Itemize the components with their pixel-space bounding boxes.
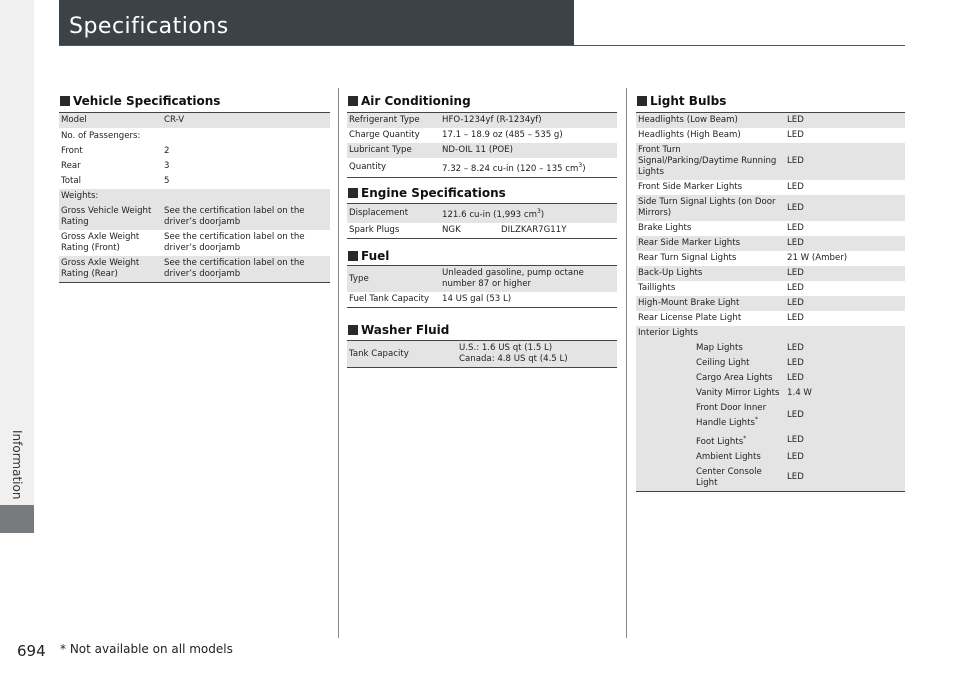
table-row: Taillights LED (638, 283, 804, 293)
table-row: Tank Capacity U.S.: 1.6 US qt (1.5 L) Canada: 4.8 US qt (4.5 L) (347, 341, 617, 368)
air-conditioning-table (347, 112, 617, 178)
table-row: Interior Lights (636, 326, 905, 341)
column-divider (338, 88, 339, 638)
table-row: Gross Vehicle Weight Rating See the certification label on the driver’s doorjamb (59, 204, 330, 230)
square-bullet-icon (348, 188, 358, 198)
table-row: Spark Plugs NGK DILZKAR7G11Y (347, 223, 617, 239)
section-title-washer-fluid: Washer Fluid (348, 323, 449, 337)
header-rule (59, 45, 905, 46)
vehicle-spec-table (59, 112, 330, 283)
table-row: Back-Up Lights LED (636, 266, 905, 281)
fuel-spec-table (347, 265, 617, 308)
table-row: Ambient Lights LED (636, 450, 905, 465)
table-row: Map Lights LED (636, 341, 905, 356)
engine-spec-table (347, 203, 617, 239)
side-tab-marker (0, 505, 34, 533)
table-row: Side Turn Signal Lights (on Door Mirrors) LED (636, 195, 905, 221)
table-row: Cargo Area Lights LED (636, 371, 905, 386)
footnote: * Not available on all models (60, 642, 233, 656)
table-row: Charge Quantity 17.1 – 18.9 oz (485 – 535 g) (349, 130, 563, 140)
table-row: Model CR-V (59, 113, 330, 129)
table-row: Rear Side Marker Lights LED (636, 236, 905, 251)
light-bulbs-table (636, 112, 905, 492)
page-title: Specifications (69, 14, 229, 39)
square-bullet-icon (348, 96, 358, 106)
column-divider (626, 88, 627, 638)
table-row: Refrigerant Type HFO-1234yf (R-1234yf) (347, 113, 617, 129)
page-number: 694 (17, 642, 46, 660)
table-row: Fuel Tank Capacity 14 US gal (53 L) (347, 292, 617, 308)
table-row: Rear License Plate Light LED (638, 313, 804, 323)
table-row: Rear Turn Signal Lights 21 W (Amber) (638, 253, 848, 263)
table-row: No. of Passengers: (61, 130, 141, 141)
table-row: Quantity 7.32 – 8.24 cu-in (120 – 135 $cm^3$) (347, 158, 617, 177)
table-row: Lubricant Type ND-OIL 11 (POE) (347, 143, 617, 158)
washer-fluid-table (347, 340, 617, 368)
section-title-light-bulbs: Light Bulbs (637, 94, 726, 108)
table-row: Gross Axle Weight Rating (Front) See the certification label on the driver’s doorjamb (61, 232, 305, 253)
table-row: Front Side Marker Lights LED (638, 182, 804, 192)
table-row: Foot Lights* LED (636, 431, 905, 450)
table-row: Weights: (59, 189, 330, 204)
side-label: Information (10, 430, 24, 500)
table-row: High-Mount Brake Light LED (636, 296, 905, 311)
table-row: Center Console Light LED (636, 465, 905, 492)
table-row: Vanity Mirror Lights 1.4 W (636, 386, 905, 401)
square-bullet-icon (348, 325, 358, 335)
table-row: Type Unleaded gasoline, pump octane number 87 or higher (347, 266, 617, 293)
section-title-fuel: Fuel (348, 249, 389, 263)
table-row: Headlights (High Beam) LED (638, 130, 804, 140)
table-row: Brake Lights LED (638, 223, 804, 233)
section-title-air-conditioning: Air Conditioning (348, 94, 471, 108)
table-row: Front 2 (61, 146, 170, 156)
table-row: Gross Axle Weight Rating (Rear) See the certification label on the driver’s doorjamb (59, 256, 330, 283)
square-bullet-icon (60, 96, 70, 106)
section-title-vehicle: Vehicle Specifications (60, 94, 220, 108)
table-row: Displacement 121.6 cu-in (1,993 $cm^3$) (347, 204, 617, 223)
section-title-engine: Engine Specifications (348, 186, 506, 200)
square-bullet-icon (637, 96, 647, 106)
table-row: Rear 3 (61, 161, 170, 171)
square-bullet-icon (348, 251, 358, 261)
table-row: Total 5 (61, 176, 170, 186)
table-row: Front Turn Signal/Parking/Daytime Running Lights LED (636, 143, 905, 180)
table-row: Headlights (Low Beam) LED (636, 113, 905, 129)
table-row: Front Door Inner Handle Lights* LED (636, 401, 905, 431)
table-row: Ceiling Light LED (636, 356, 905, 371)
